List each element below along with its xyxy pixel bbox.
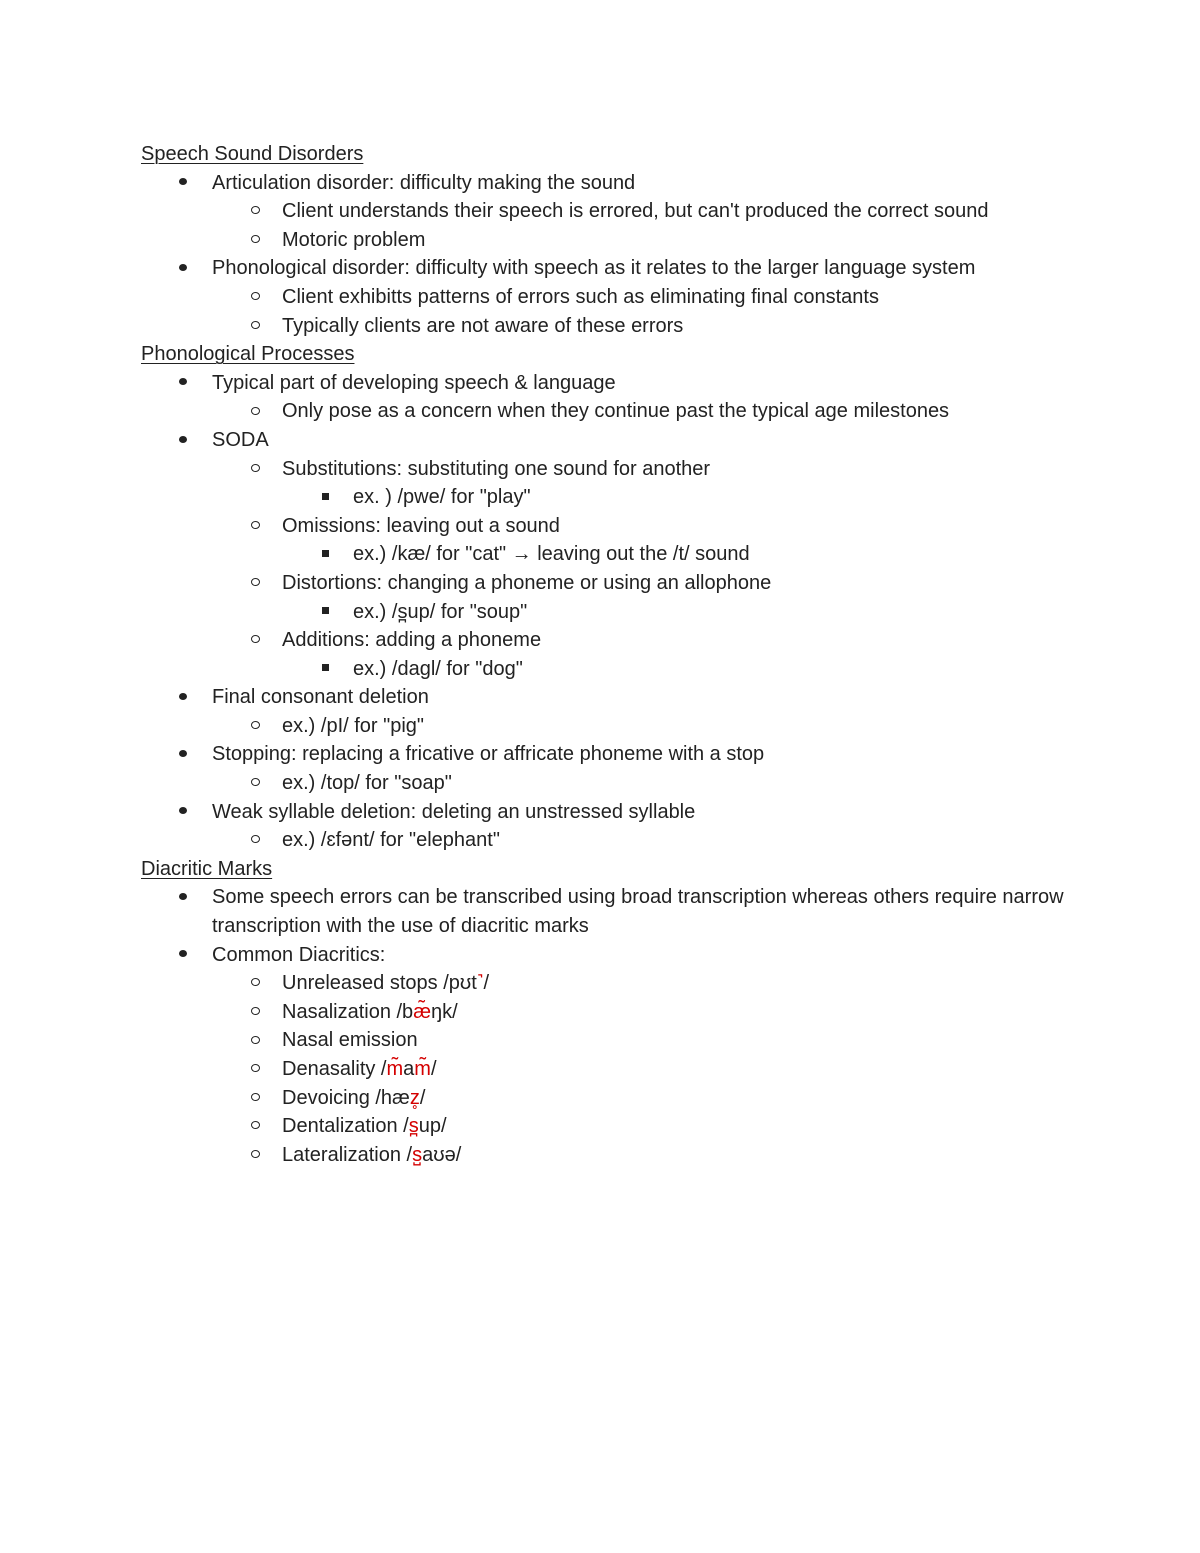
diacritic-mark: s̪: [408, 1115, 419, 1138]
list-item: [141, 626, 1101, 655]
bullet-hollow-circle-icon: [245, 969, 265, 998]
list-item-text: SODA: [212, 428, 269, 451]
list-item: [141, 369, 1101, 398]
bullet-square-icon: [315, 655, 335, 684]
bullet-hollow-circle-icon: [245, 626, 265, 655]
list-item-text: Client exhibitts patterns of errors such as eliminating final constants: [282, 285, 879, 308]
bullet-hollow-circle-icon: [245, 1084, 265, 1113]
list-item: [141, 740, 1101, 769]
list-item-text: ex. ) /pwe/ for "play": [353, 486, 531, 509]
bullet-hollow-circle-icon: [245, 283, 265, 312]
bullet-hollow-circle-icon: [245, 455, 265, 484]
list-item-text: Omissions: leaving out a sound: [282, 514, 560, 537]
bullet-hollow-circle-icon: [245, 512, 265, 541]
list-item: [141, 998, 1101, 1027]
list-item-text: Articulation disorder: difficulty making the sound: [212, 171, 636, 194]
list-item-text: Only pose as a concern when they continue past the typical age milestones: [282, 400, 950, 423]
list-item: [141, 569, 1101, 598]
list-item-text: a: [403, 1058, 415, 1080]
list-item: [141, 769, 1101, 798]
list-item-text: ex.) /kæ/ for "cat" → leaving out the /t/ sound: [353, 543, 750, 566]
list-item: [141, 883, 1101, 940]
list-item: [141, 941, 1101, 970]
list-item-text: /: [430, 1058, 437, 1080]
list-item: [141, 197, 1101, 226]
diacritic-mark: ˺: [476, 972, 484, 995]
list-item-text: ex.) /s̪up/ for "soup": [353, 600, 528, 623]
list-item: [141, 1141, 1101, 1170]
list-item-text: Motoric problem: [282, 228, 426, 251]
bullet-filled-circle-icon: [173, 883, 193, 912]
bullet-filled-circle-icon: [173, 941, 193, 970]
document-body: [141, 140, 1101, 1169]
list-item: [141, 969, 1101, 998]
bullet-hollow-circle-icon: [245, 1055, 265, 1084]
section-heading-phonological-processes: Phonological Processes: [141, 343, 355, 366]
list-item-text: Phonological disorder: difficulty with speech as it relates to the larger language system: [212, 257, 976, 280]
list-item-text: /: [419, 1086, 426, 1109]
list-item-text: Client understands their speech is errored, but can't produced the correct sound: [282, 200, 989, 223]
list-item: [141, 598, 1101, 627]
bullet-hollow-circle-icon: [245, 569, 265, 598]
list-item-text: Denasality /: [282, 1058, 387, 1080]
list-item: [141, 683, 1101, 712]
bullet-hollow-circle-icon: [245, 312, 265, 341]
bullet-filled-circle-icon: [173, 254, 193, 283]
list-item-text: Devoicing /hæ: [282, 1086, 410, 1109]
list-item: [141, 826, 1101, 855]
bullet-hollow-circle-icon: [245, 712, 265, 741]
list-item-text: Weak syllable deletion: deleting an unstressed syllable: [212, 800, 696, 823]
bullet-hollow-circle-icon: [245, 826, 265, 855]
bullet-hollow-circle-icon: [245, 998, 265, 1027]
list-item: [141, 254, 1101, 283]
list-item-text: ex.) /ɛfənt/ for "elephant": [282, 829, 500, 852]
list-item-text: Stopping: replacing a fricative or affricate phoneme with a stop: [212, 743, 765, 766]
diacritic-mark: m̃: [386, 1058, 404, 1080]
list-item: [141, 426, 1101, 455]
list-item: [141, 1084, 1101, 1113]
diacritic-mark: s̺: [412, 1143, 423, 1166]
list-item: [141, 655, 1101, 684]
bullet-hollow-circle-icon: [245, 197, 265, 226]
list-item-text: Common Diacritics:: [212, 943, 386, 966]
list-item-text: Additions: adding a phoneme: [282, 629, 542, 652]
diacritic-mark: æ̃: [413, 1000, 431, 1023]
bullet-hollow-circle-icon: [245, 397, 265, 426]
list-item-text: up/: [418, 1115, 447, 1138]
section-heading-diacritic-marks: Diacritic Marks: [141, 857, 273, 880]
bullet-filled-circle-icon: [173, 683, 193, 712]
section-heading-speech-sound-disorders: Speech Sound Disorders: [141, 143, 364, 165]
list-item: [141, 1112, 1101, 1141]
list-item: [141, 798, 1101, 827]
diacritic-mark: m̃: [414, 1058, 431, 1080]
bullet-filled-circle-icon: [173, 740, 193, 769]
bullet-hollow-circle-icon: [245, 226, 265, 255]
list-item: [141, 455, 1101, 484]
list-item-text: Unreleased stops /pʊt: [282, 972, 477, 995]
list-item-text: /: [483, 972, 490, 995]
list-item: [141, 483, 1101, 512]
list-item: [141, 226, 1101, 255]
list-item: [141, 283, 1101, 312]
bullet-hollow-circle-icon: [245, 1026, 265, 1055]
list-item: [141, 169, 1101, 198]
list-item: [141, 712, 1101, 741]
list-item-text: Typically clients are not aware of these errors: [282, 314, 684, 337]
list-item: [141, 312, 1101, 341]
list-item: [141, 540, 1101, 569]
bullet-square-icon: [315, 540, 335, 569]
bullet-filled-circle-icon: [173, 798, 193, 827]
bullet-filled-circle-icon: [173, 169, 193, 198]
diacritic-mark: z̥: [409, 1086, 420, 1109]
list-item-text: Substitutions: substituting one sound for another: [282, 457, 711, 480]
list-item-text: Some speech errors can be transcribed using broad transcription whereas others require narrow transcription with the use of diacritic marks: [212, 886, 1064, 938]
list-item-text: Nasalization /b: [282, 1000, 414, 1023]
list-item-text: Final consonant deletion: [212, 686, 429, 709]
bullet-hollow-circle-icon: [245, 1112, 265, 1141]
list-item-text: ex.) /pI/ for "pig": [282, 714, 425, 737]
bullet-hollow-circle-icon: [245, 1141, 265, 1170]
list-item-text: Nasal emission: [282, 1029, 418, 1052]
list-item: [141, 397, 1101, 426]
list-item-text: ŋk/: [430, 1000, 458, 1023]
list-item: [141, 512, 1101, 541]
list-item-text: Typical part of developing speech & language: [212, 371, 616, 394]
list-item-text: Lateralization /: [282, 1143, 413, 1166]
list-item: [141, 1026, 1101, 1055]
bullet-hollow-circle-icon: [245, 769, 265, 798]
list-item-text: ex.) /dagl/ for "dog": [353, 657, 523, 680]
bullet-filled-circle-icon: [173, 369, 193, 398]
list-item-text: Distortions: changing a phoneme or using an allophone: [282, 571, 772, 594]
bullet-square-icon: [315, 598, 335, 627]
list-item: [141, 1055, 1101, 1084]
list-item-text: Dentalization /: [282, 1115, 409, 1138]
list-item-text: aʊə/: [422, 1143, 462, 1166]
bullet-filled-circle-icon: [173, 426, 193, 455]
bullet-square-icon: [315, 483, 335, 512]
list-item-text: ex.) /top/ for "soap": [282, 772, 452, 795]
